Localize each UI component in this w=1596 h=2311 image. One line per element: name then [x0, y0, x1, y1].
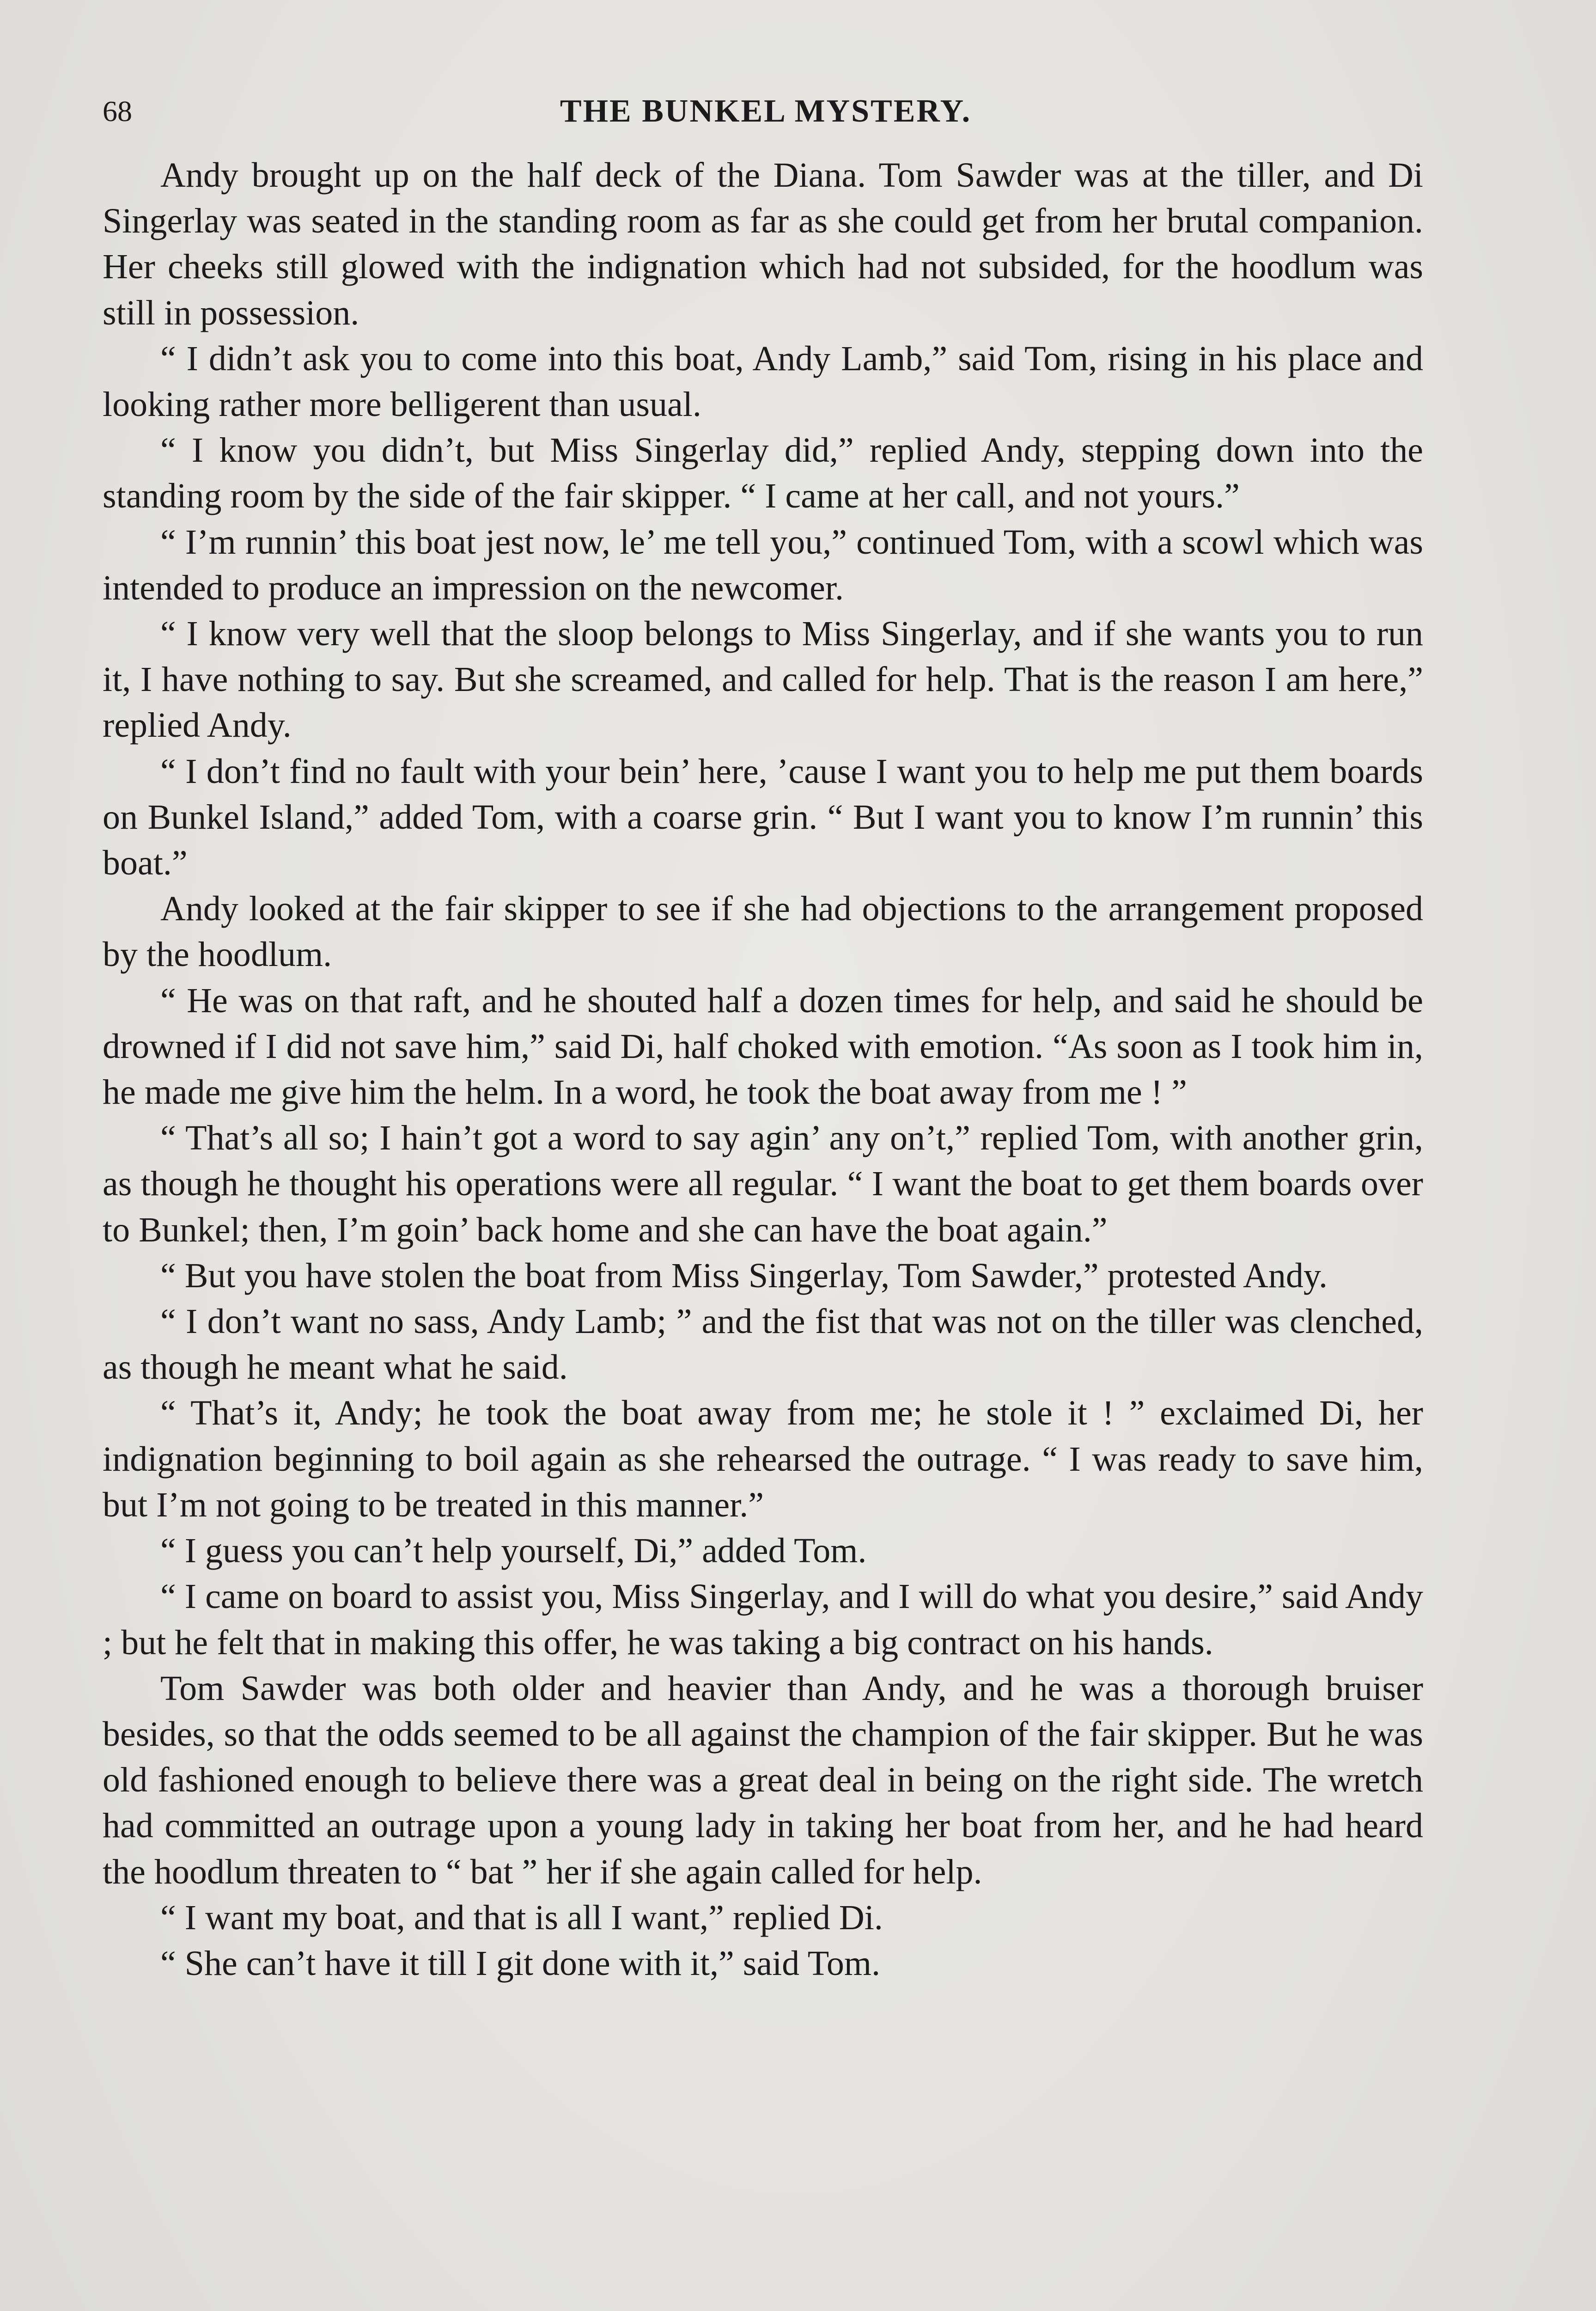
running-title: THE BUNKEL MYSTERY. [560, 93, 972, 129]
paragraph: “ I don’t find no fault with your bein’ here, ’cause I want you to help me put them boards on Bunkel Island,” added Tom, with a coarse grin. “ But I want you to know I’m runnin’ this boat.” [103, 752, 1423, 883]
paragraph: “ I’m runnin’ this boat jest now, le’ me tell you,” continued Tom, with a scowl which was intended to produce an impression on the newcomer. [103, 522, 1423, 607]
paragraph: Andy looked at the fair skipper to see if she had objections to the arrangement proposed by the hoodlum. [103, 889, 1423, 974]
paragraph: “ I know you didn’t, but Miss Singerlay did,” replied Andy, stepping down into the standing room by the side of the fair skipper. “ I came at her call, and not yours.” [103, 431, 1423, 516]
paragraph: Andy brought up on the half deck of the Diana. Tom Sawder was at the tiller, and Di Singerlay was seated in the standing room as far as she could get from her brutal companion. Her cheeks still glowed with the indignation which had not subsided, for the hoodlum was still in possession. [103, 156, 1423, 332]
page-number: 68 [103, 95, 132, 128]
paragraph: “ I came on board to assist you, Miss Singerlay, and I will do what you desire,” said Andy ; but he felt that in making this offer, he was taking a big contract on his hands. [103, 1577, 1423, 1662]
page-header [103, 91, 1429, 132]
paragraph: Tom Sawder was both older and heavier than Andy, and he was a thorough bruiser besides, so that the odds seemed to be all against the champion of the fair skipper. But he was old fashioned enough to believe there was a great deal in being on the right side. The wretch had committed an outrage upon a young lady in taking her boat from her, and he had heard the hoodlum threaten to “ bat ” her if she again called for help. [103, 1669, 1423, 1891]
paragraph: “ I know very well that the sloop belongs to Miss Singerlay, and if she wants you to run it, I have nothing to say. But she screamed, and called for help. That is the reason I am here,” replied Andy. [103, 614, 1423, 745]
paragraph: “ I don’t want no sass, Andy Lamb; ” and the fist that was not on the tiller was clenched, as though he meant what he said. [103, 1302, 1423, 1387]
paragraph: “ He was on that raft, and he shouted half a dozen times for help, and said he should be drowned if I did not save him,” said Di, half choked with emotion. “As soon as I took him in, he made me give him the helm. In a word, he took the boat away from me ! ” [103, 981, 1423, 1112]
paragraph: “ She can’t have it till I git done with it,” said Tom. [160, 1944, 881, 1983]
paragraph: “ But you have stolen the boat from Miss Singerlay, Tom Sawder,” protested Andy. [160, 1256, 1328, 1295]
paragraph: “ That’s it, Andy; he took the boat away from me; he stole it ! ” exclaimed Di, her indignation beginning to boil again as she rehearsed the outrage. “ I was ready to save him, but I’m not going to be treated in this manner.” [103, 1394, 1423, 1524]
paragraph: “ I want my boat, and that is all I want,” replied Di. [160, 1898, 883, 1937]
paragraph: “ That’s all so; I hain’t got a word to say agin’ any on’t,” replied Tom, with another grin, as though he thought his operations were all regular. “ I want the boat to get them boards over to Bunkel; then, I’m goin’ back home and she can have the boat again.” [103, 1119, 1423, 1249]
paragraph: “ I didn’t ask you to come into this boat, Andy Lamb,” said Tom, rising in his place and looking rather more belligerent than usual. [103, 339, 1423, 424]
body-text [103, 153, 1423, 1987]
paragraph: “ I guess you can’t help yourself, Di,” added Tom. [160, 1531, 867, 1571]
